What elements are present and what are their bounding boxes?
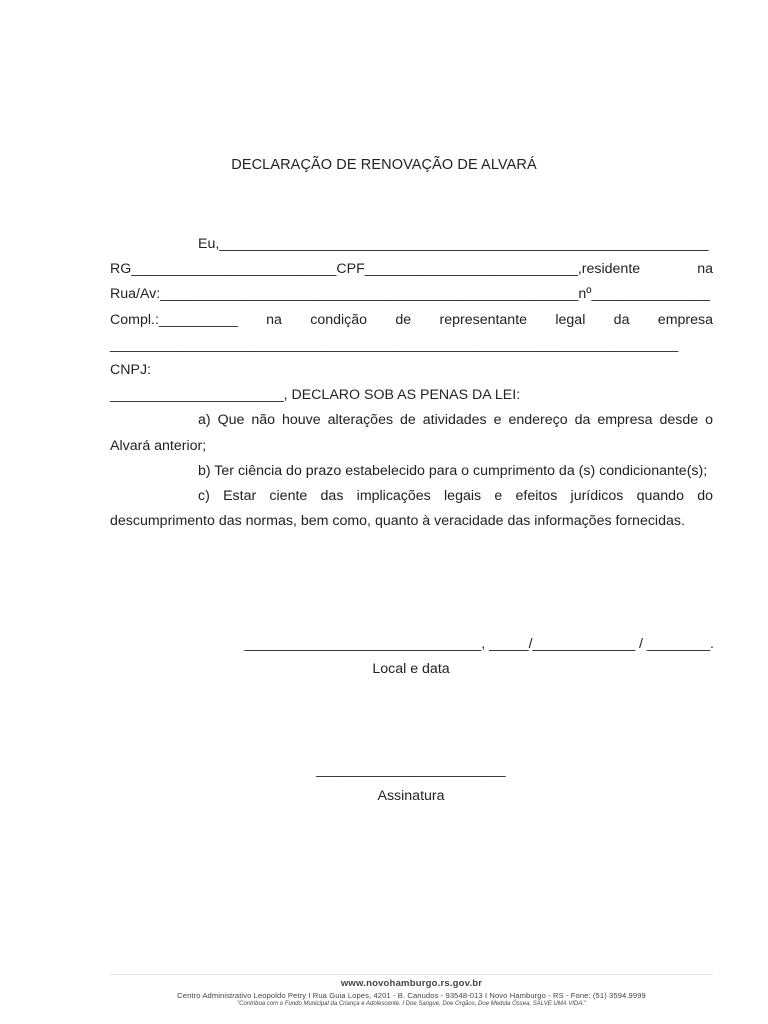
declaration-statement: ______________________, DECLARO SOB AS PENAS DA LEI: — [110, 387, 521, 404]
footer-website: www.novohamburgo.rs.gov.br — [340, 978, 483, 989]
rg-cpf-line: RG__________________________CPF___________________________,residente na — [110, 261, 713, 278]
footer — [110, 974, 713, 1007]
item-a: a) Que não houve alterações de atividades e endereço da empresa desde o Alvará anterior; — [110, 412, 713, 454]
item-c: c) Estar ciente das implicações legais e efeitos jurídicos quando do descumprimento das normas, bem como, quanto à veracidade das informações fornecidas. — [110, 488, 713, 530]
address-line: Rua/Av:_____________________________________________________nº_______________ — [110, 286, 710, 303]
company-line: ________________________________________________________________________ CNPJ: — [110, 336, 679, 379]
name-line: Eu,______________________________________________________________ — [198, 236, 709, 252]
document-title: DECLARAÇÃO DE RENOVAÇÃO DE ALVARÁ — [231, 157, 537, 173]
declaration-body — [110, 232, 713, 534]
signature-line: ________________________ — [316, 762, 506, 778]
item-b: b) Ter ciência do prazo estabelecido para o cumprimento da (s) condicionante(s); — [198, 462, 708, 479]
place-date-line: ______________________________, _____/_____________ / ________. — [244, 636, 714, 652]
place-date-caption: Local e data — [372, 661, 450, 677]
footer-address: Centro Administrativo Leopoldo Petry I Rua Guia Lopes, 4201 - B. Canudos - 93548-013 I Novo Hamburgo - RS - Fone: (51) 3594.9999 — [177, 991, 646, 1000]
footer-campaign: "Contribua com o Fundo Municipal da Criança e Adolescente. I Doe Sangue, Doe Orgãos, Doe Medula Óssea, SALVE UMA VIDA." — [237, 1001, 586, 1007]
signature-caption: Assinatura — [377, 788, 445, 804]
complement-line: Compl.:__________ na condição de representante legal da empresa — [110, 311, 713, 328]
